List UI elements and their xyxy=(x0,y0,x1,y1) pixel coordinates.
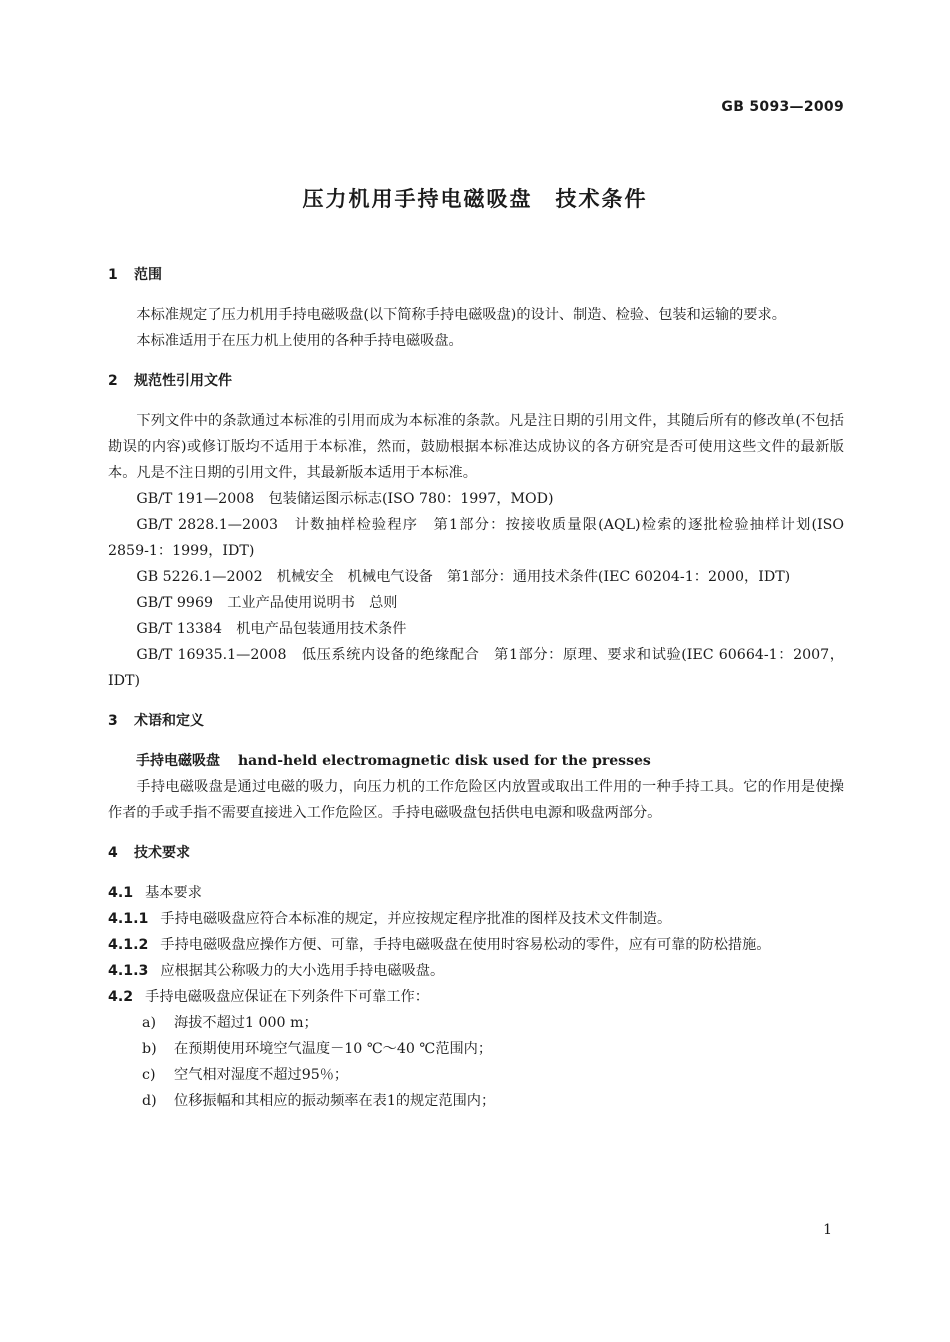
section-3-heading xyxy=(108,708,844,734)
list-item xyxy=(108,1062,844,1088)
clause-text: 手持电磁吸盘应操作方便、可靠，手持电磁吸盘在使用时容易松动的零件，应有可靠的防松措施。 xyxy=(160,937,771,953)
section-number: 3 xyxy=(108,713,118,729)
clause-number: 4.1.2 xyxy=(108,937,149,953)
reference-item: GB 5226.1—2002 机械安全 机械电气设备 第1部分：通用技术条件(IEC 60204-1：2000，IDT) xyxy=(136,569,791,585)
list-item xyxy=(108,1088,844,1114)
clause-number: 4.2 xyxy=(108,989,134,1005)
list-item xyxy=(108,1036,844,1062)
clause-text: 基本要求 xyxy=(145,885,202,901)
standard-number: GB 5093—2009 xyxy=(721,99,844,115)
clause-4-1-1 xyxy=(108,906,844,932)
term-entry xyxy=(108,748,844,774)
section-title: 术语和定义 xyxy=(134,713,204,729)
term-definition: 手持电磁吸盘是通过电磁的吸力，向压力机的工作危险区内放置或取出工件用的一种手持工具。它的作用是使操作者的手或手指不需要直接进入工作危险区。手持电磁吸盘包括供电电源和吸盘两部分。 xyxy=(108,779,844,821)
section-title: 范围 xyxy=(134,267,162,283)
section-1-heading xyxy=(108,262,844,288)
reference-item: GB/T 2828.1—2003 计数抽样检验程序 第1部分：按接收质量限(AQL)检索的逐批检验抽样计划(ISO 2859-1：1999，IDT) xyxy=(108,517,844,559)
paragraph: 本标准规定了压力机用手持电磁吸盘(以下简称手持电磁吸盘)的设计、制造、检验、包装和运输的要求。 xyxy=(136,307,786,323)
clause-number: 4.1 xyxy=(108,885,134,901)
clause-4-2 xyxy=(108,984,844,1010)
document-title: 压力机用手持电磁吸盘 技术条件 xyxy=(302,187,648,211)
list-item-label: c) xyxy=(142,1067,156,1083)
clause-4-1-3 xyxy=(108,958,844,984)
list-item xyxy=(108,1010,844,1036)
list-item-text: 海拔不超过1 000 m； xyxy=(174,1015,318,1031)
section-number: 2 xyxy=(108,373,118,389)
reference-item: GB/T 13384 机电产品包装通用技术条件 xyxy=(136,621,407,637)
section-number: 1 xyxy=(108,267,118,283)
document-body xyxy=(108,262,844,1114)
term-english: hand-held electromagnetic disk used for the presses xyxy=(238,753,651,769)
section-2-heading xyxy=(108,368,844,394)
list-item-text: 在预期使用环境空气温度－10 ℃～40 ℃范围内； xyxy=(174,1041,493,1057)
list-item-label: a) xyxy=(142,1015,156,1031)
paragraph: 本标准适用于在压力机上使用的各种手持电磁吸盘。 xyxy=(136,333,463,349)
clause-4-1 xyxy=(108,880,844,906)
section-number: 4 xyxy=(108,845,118,861)
clause-number: 4.1.1 xyxy=(108,911,149,927)
section-4-heading xyxy=(108,840,844,866)
reference-item: GB/T 191—2008 包装储运图示标志(ISO 780：1997，MOD) xyxy=(136,491,554,507)
clause-4-1-2 xyxy=(108,932,844,958)
paragraph: 下列文件中的条款通过本标准的引用而成为本标准的条款。凡是注日期的引用文件，其随后所有的修改单(不包括勘误的内容)或修订版均不适用于本标准，然而，鼓励根据本标准达成协议的各方研究是否可使用这些文件的最新版本。凡是不注日期的引用文件，其最新版本适用于本标准。 xyxy=(108,413,844,481)
list-item-text: 位移振幅和其相应的振动频率在表1的规定范围内； xyxy=(174,1093,496,1109)
page-number: 1 xyxy=(823,1222,832,1238)
clause-number: 4.1.3 xyxy=(108,963,149,979)
list-item-label: b) xyxy=(142,1041,157,1057)
list-item-label: d) xyxy=(142,1093,157,1109)
reference-item: GB/T 9969 工业产品使用说明书 总则 xyxy=(136,595,398,611)
list-item-text: 空气相对湿度不超过95％； xyxy=(174,1067,349,1083)
clause-text: 手持电磁吸盘应保证在下列条件下可靠工作： xyxy=(145,989,429,1005)
clause-text: 手持电磁吸盘应符合本标准的规定，并应按规定程序批准的图样及技术文件制造。 xyxy=(160,911,672,927)
section-title: 技术要求 xyxy=(134,845,190,861)
reference-item: GB/T 16935.1—2008 低压系统内设备的绝缘配合 第1部分：原理、要求和试验(IEC 60664-1：2007，IDT) xyxy=(108,647,844,689)
section-title: 规范性引用文件 xyxy=(134,373,232,389)
clause-text: 应根据其公称吸力的大小选用手持电磁吸盘。 xyxy=(160,963,445,979)
term-chinese: 手持电磁吸盘 xyxy=(136,753,220,769)
